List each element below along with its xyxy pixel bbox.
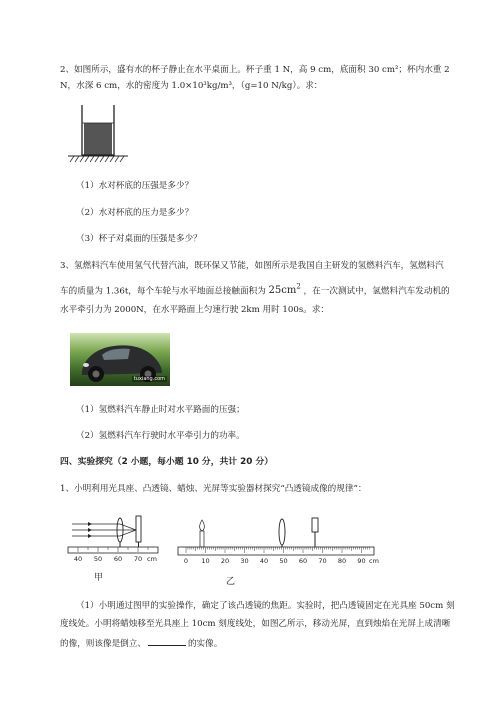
contact-area-exponent: 2 xyxy=(296,283,301,291)
unit-label: cm xyxy=(369,557,379,565)
tick-label: 40 xyxy=(259,557,269,565)
tick-label: 60 xyxy=(298,557,308,565)
contact-area-value: 25cm xyxy=(268,285,297,297)
q3-line2-tail: ，在一次测试中，氢燃料汽车发动机的 xyxy=(303,286,450,297)
screen xyxy=(136,516,141,542)
bench-ruler xyxy=(68,547,158,553)
diagram-jia xyxy=(68,510,168,585)
arrowheads xyxy=(88,522,92,538)
q2-sub1: （1）水对杯底的压强是多少？ xyxy=(76,181,194,191)
q4-line1: 1、小明利用光具座、凸透镜、蜡烛、光屏等实验器材探究“凸透镜成像的规律”： xyxy=(60,484,367,494)
q4-para3-end: 的实像。 xyxy=(187,639,223,649)
q4-para3 xyxy=(60,636,222,651)
hydrogen-car-photo xyxy=(70,333,170,386)
candle xyxy=(200,520,205,547)
q3-sub1: （1）氢燃料汽车静止时对水平路面的压强； xyxy=(76,405,245,415)
photo-watermark: tuxiang.com xyxy=(133,376,165,382)
q3-line3: 水平牵引力为 2000N，在水平路面上匀速行驶 2km 用时 100s。求： xyxy=(60,305,330,315)
q2-sub2: （2）水对杯底的压力是多少？ xyxy=(76,208,194,218)
tick-label: 50 xyxy=(93,555,103,563)
cup-diagram xyxy=(68,105,128,163)
q3-line2-text: 车的质量为 1.36t，每个车轮与水平地面总接触面积为 xyxy=(60,286,266,297)
answer-blank[interactable] xyxy=(148,636,186,646)
tick-label: 10 xyxy=(201,557,210,565)
diagram-yi xyxy=(178,512,378,587)
tick-label: 90 xyxy=(357,557,366,565)
section-heading: 四、实验探究（2 小题，每小题 10 分，共计 20 分） xyxy=(60,457,274,467)
diagram-label-jia: 甲 xyxy=(94,573,104,583)
tick-label: 0 xyxy=(183,557,189,565)
tick-label: 60 xyxy=(113,555,123,563)
unit-label: cm xyxy=(147,555,157,563)
table-hatching xyxy=(70,156,124,162)
tick-label: 40 xyxy=(73,555,83,563)
diagram-label-yi: 乙 xyxy=(226,577,236,587)
tick-label: 70 xyxy=(318,557,327,565)
q4-para2: 度线处。小明将蜡烛移至光具座上 10cm 刻度线处，如图乙所示，移动光屏，直到烛焰在光屏上成清晰 xyxy=(60,619,451,629)
q3-line2 xyxy=(60,281,450,298)
q3-line1: 3、氢燃料汽车使用氢气代替汽油，既环保又节能，如图所示是我国自主研发的氢燃料汽车，氢燃料汽 xyxy=(60,261,444,271)
screen xyxy=(312,518,318,532)
tick-label: 20 xyxy=(220,557,230,565)
water-fill xyxy=(84,123,112,155)
q2-line1: 2、如图所示，盛有水的杯子静止在水平桌面上。杯子重 1 N，高 9 cm，底面积 30 cm²；杯内水重 2 xyxy=(60,65,450,75)
q3-sub2: （2）氢燃料汽车行驶时水平牵引力的功率。 xyxy=(76,431,245,441)
tick-label: 80 xyxy=(337,557,347,565)
tick-label: 70 xyxy=(133,555,143,563)
q2-line2: N，水深 6 cm，水的密度为 1.0×10³kg/m³，（g=10 N/kg）。求： xyxy=(60,81,323,91)
light-rays xyxy=(72,524,136,536)
convex-lens xyxy=(279,519,285,545)
tick-label: 30 xyxy=(240,557,249,565)
q4-para1: （1）小明通过图甲的实验操作，确定了该凸透镜的焦距。实验时，把凸透镜固定在光具座 50cm 刻 xyxy=(76,601,455,611)
q4-para3-start: 的像，则该像是倒立、 xyxy=(60,639,146,649)
q2-sub3: （3）杯子对桌面的压强是多少？ xyxy=(76,234,202,244)
contact-area xyxy=(269,285,301,296)
tick-label: 50 xyxy=(279,557,288,565)
